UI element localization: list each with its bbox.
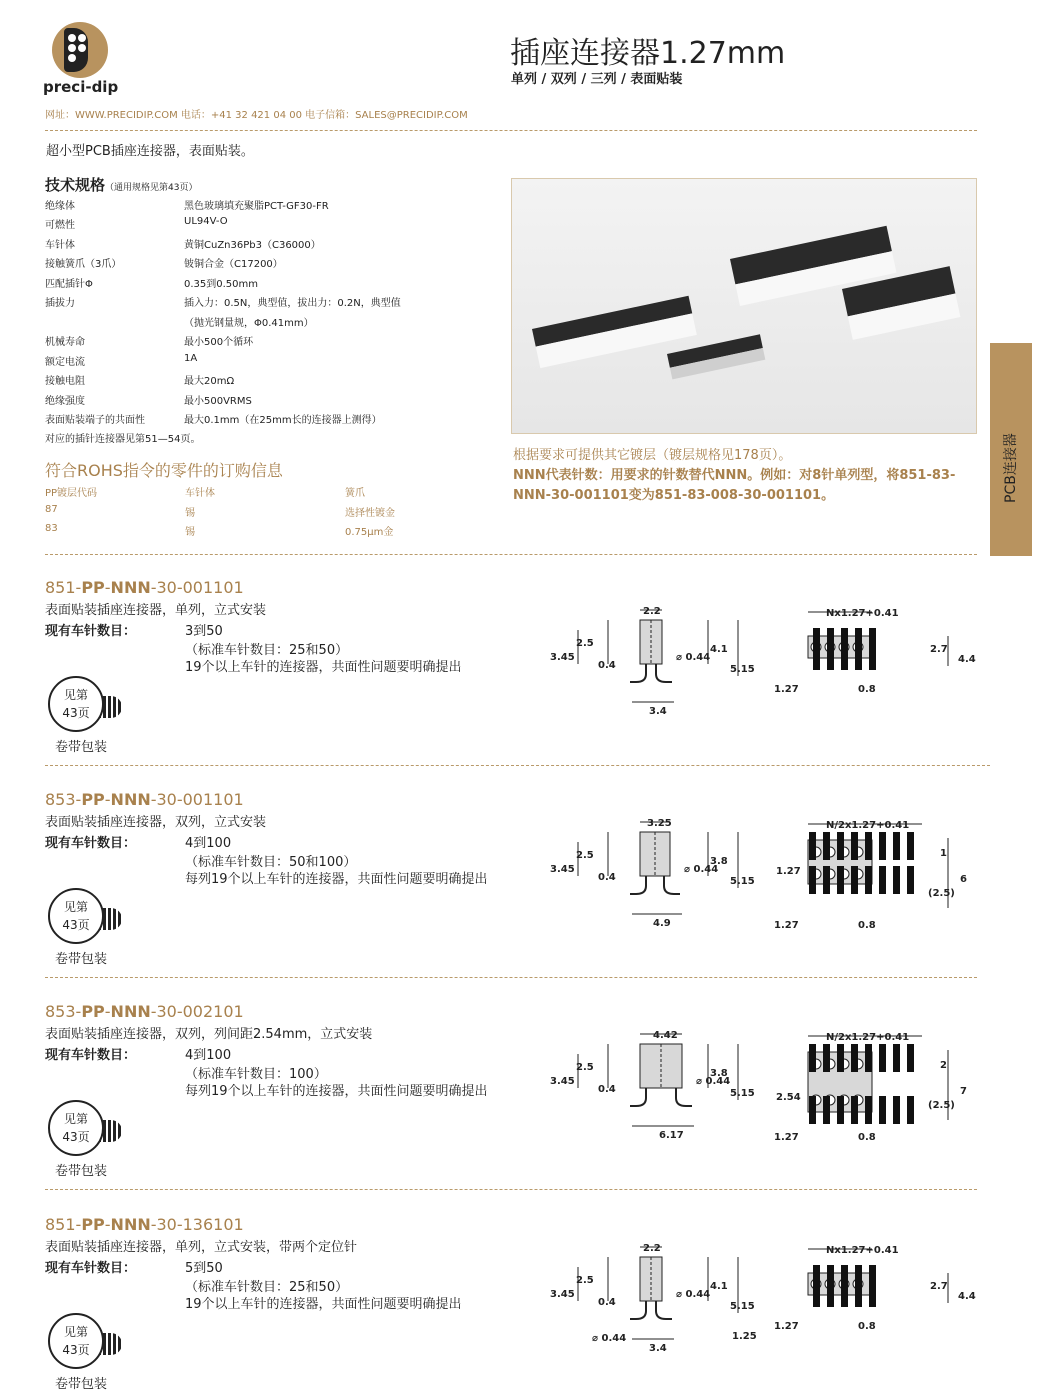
pin-count-standard: （标准车针数目：100）: [185, 1067, 327, 1082]
part-number-segment: -: [104, 578, 111, 597]
dim-pad: 0.8: [858, 684, 876, 695]
part-number-segment: 851-: [45, 578, 82, 597]
dim-height-e: 4.1: [710, 1281, 728, 1292]
product-description: 表面贴装插座连接器，双列，立式安装: [45, 815, 267, 830]
pin-count-standard: （标准车针数目：25和50）: [185, 1280, 349, 1295]
dim-pin-length: 1.25: [732, 1331, 757, 1342]
tape-reel-icon: [48, 888, 118, 950]
coplanarity-note: 19个以上车针的连接器，共面性问题要明确提出: [185, 1297, 462, 1312]
spec-value: 1A: [184, 353, 198, 364]
dim-offset: 0.4: [598, 872, 616, 883]
rohs-header-1: PP镀层代码: [45, 488, 98, 499]
reel-label: 卷带包装: [55, 1164, 108, 1179]
spec-value: 0.35到0.50mm: [184, 279, 259, 290]
spec-key: 绝缘强度: [45, 396, 85, 407]
brand-name: preci-dip: [43, 78, 119, 96]
tape-reel-icon: [48, 676, 118, 738]
rohs-cell: 83: [45, 523, 58, 534]
dim-r2: 1: [940, 848, 947, 859]
dim-r2: 2.7: [930, 1281, 948, 1292]
page-title: 插座连接器1.27mm: [510, 36, 786, 71]
rohs-cell: 锡: [185, 527, 195, 538]
pin-count-standard: （标准车针数目：50和100）: [185, 855, 357, 870]
dim-row-gap: (2.5): [928, 888, 955, 899]
dim-footprint: 4.9: [653, 918, 671, 929]
spec-value: 铍铜合金（C17200）: [184, 259, 283, 270]
spec-value: UL94V-O: [184, 216, 228, 227]
reel-label: 卷带包装: [55, 740, 108, 755]
dim-pad: 0.8: [858, 1321, 876, 1332]
rohs-cell: 87: [45, 504, 58, 515]
part-number-segment: PP: [81, 1002, 105, 1021]
pin-count-value: 4到100: [185, 1048, 232, 1063]
dim-r3: 4.4: [958, 654, 976, 665]
top-view-drawing: [772, 1243, 982, 1373]
dim-r3: 4.4: [958, 1291, 976, 1302]
dim-length: Nx1.27+0.41: [826, 1245, 899, 1256]
coplanarity-note: 19个以上车针的连接器，共面性问题要明确提出: [185, 660, 462, 675]
part-number-segment: -30-002101: [150, 1002, 244, 1021]
rohs-cell: 0.75μm金: [345, 527, 394, 538]
dim-offset: 0.4: [598, 660, 616, 671]
part-number-segment: 853-: [45, 1002, 82, 1021]
spec-value: （抛光钢量规，Φ0.41mm）: [184, 318, 314, 329]
dim-diameter: ⌀ 0.44: [676, 1289, 711, 1300]
reel-text: 43页: [62, 706, 90, 720]
part-number-segment: -30-001101: [150, 578, 244, 597]
side-view-drawing: [548, 818, 758, 938]
dim-height-e: 4.1: [710, 644, 728, 655]
dim-r2: 2: [940, 1060, 947, 1071]
reel-text: 见第: [63, 900, 88, 914]
part-number: [45, 790, 244, 809]
reel-text: 43页: [62, 918, 90, 932]
product-photo: [511, 178, 977, 434]
side-view-drawing: [548, 1030, 758, 1150]
dim-row-gap: (2.5): [928, 1100, 955, 1111]
dim-footprint: 6.17: [659, 1130, 684, 1141]
rohs-cell: 锡: [185, 508, 195, 519]
top-view-drawing: [772, 1030, 982, 1160]
coplanarity-note: 每列19个以上车针的连接器，共面性问题要明确提出: [185, 872, 488, 887]
reel-circle: [48, 676, 104, 732]
dim-width: 3.25: [647, 818, 672, 829]
intro-text: 超小型PCB插座连接器，表面贴装。: [46, 144, 254, 159]
dim-height-a: 2.5: [576, 638, 594, 649]
divider: [45, 765, 990, 766]
tape-reel-icon: [48, 1100, 118, 1162]
pin-count-label: 现有车针数目：: [45, 1261, 137, 1276]
side-view-drawing: [548, 606, 758, 726]
dim-diameter: ⌀ 0.44: [684, 864, 719, 875]
dim-length: N/2x1.27+0.41: [826, 820, 910, 831]
spec-value: 最小500VRMS: [184, 396, 252, 407]
dim-length: Nx1.27+0.41: [826, 608, 899, 619]
part-number-segment: NNN: [110, 790, 151, 809]
spec-key: 车针体: [45, 240, 75, 251]
part-number-segment: 851-: [45, 1215, 82, 1234]
dim-pad: 0.8: [858, 920, 876, 931]
dim-height-a: 2.5: [576, 1275, 594, 1286]
divider: [45, 554, 977, 555]
specs-heading: 技术规格（通用规格见第43页）: [45, 176, 198, 194]
dim-height-e: 3.8: [710, 1068, 728, 1079]
spec-key: 接触簧爪（3爪）: [45, 259, 122, 270]
reel-label: 卷带包装: [55, 1377, 108, 1392]
part-number-segment: 853-: [45, 790, 82, 809]
dim-diameter: ⌀ 0.44: [676, 652, 711, 663]
part-number-segment: -: [104, 790, 111, 809]
coplanarity-note: 每列19个以上车针的连接器，共面性问题要明确提出: [185, 1084, 488, 1099]
spec-key: 接触电阻: [45, 376, 85, 387]
dim-height-f: 5.15: [730, 1088, 755, 1099]
tape-reel-icon: [48, 1313, 118, 1375]
product-description: 表面贴装插座连接器，单列，立式安装: [45, 603, 267, 618]
pin-count-value: 4到100: [185, 836, 232, 851]
spec-value: 黄铜CuZn36Pb3（C36000）: [184, 240, 321, 251]
spec-key: 机械寿命: [45, 337, 85, 348]
dim-height-e: 3.8: [710, 856, 728, 867]
divider: [45, 1189, 977, 1190]
spec-value: 插入力：0.5N，典型值，拔出力：0.2N，典型值: [184, 298, 401, 309]
dim-height-f: 5.15: [730, 876, 755, 887]
spec-key: 匹配插针Φ: [45, 279, 93, 290]
part-number-segment: PP: [81, 578, 105, 597]
spec-key: 可燃性: [45, 220, 75, 231]
dim-pitch: 1.27: [774, 684, 799, 695]
dim-width: 4.42: [653, 1030, 678, 1041]
reel-label: 卷带包装: [55, 952, 108, 967]
dim-pad: 0.8: [858, 1132, 876, 1143]
dim-r2: 2.7: [930, 644, 948, 655]
rohs-cell: 选择性镀金: [345, 508, 395, 519]
reel-text: 见第: [63, 688, 88, 702]
part-number-segment: PP: [81, 790, 105, 809]
part-number: [45, 578, 244, 597]
rohs-header-2: 车针体: [185, 488, 215, 499]
dim-height-f: 5.15: [730, 664, 755, 675]
pin-count-standard: （标准车针数目：25和50）: [185, 643, 349, 658]
divider: [45, 977, 977, 978]
spec-value: 最小500个循环: [184, 337, 254, 348]
specs-footer: 对应的插针连接器见第51—54页。: [45, 434, 201, 445]
dim-r3: 7: [960, 1086, 967, 1097]
dim-r3: 6: [960, 874, 967, 885]
connectors-illustration: [512, 179, 976, 433]
dim-height-b: 3.45: [550, 652, 575, 663]
part-number-segment: NNN: [110, 578, 151, 597]
dim-width: 2.2: [643, 606, 661, 617]
dim-pitch: 1.27: [774, 1132, 799, 1143]
part-number-segment: -30-001101: [150, 790, 244, 809]
dim-row-pitch: 1.27: [776, 866, 801, 877]
rohs-heading: 符合ROHS指令的零件的订购信息: [45, 461, 283, 480]
dim-height-a: 2.5: [576, 850, 594, 861]
part-number-segment: PP: [81, 1215, 105, 1234]
page-subtitle: 单列 / 双列 / 三列 / 表面贴装: [511, 72, 683, 87]
pin-count-label: 现有车针数目：: [45, 836, 137, 851]
reel-text: 见第: [63, 1112, 88, 1126]
contact-line: 网址：WWW.PRECIDIP.COM 电话：+41 32 421 04 00 电子信箱：SALES@PRECIDIP.COM: [45, 110, 468, 121]
rohs-header-3: 簧爪: [345, 488, 365, 499]
spec-value: 最大0.1mm（在25mm长的连接器上测得）: [184, 415, 382, 426]
reel-circle: [48, 1100, 104, 1156]
side-tab: PCB连接器: [990, 343, 1032, 556]
dim-offset: 0.4: [598, 1297, 616, 1308]
plating-note: 根据要求可提供其它镀层（镀层规格见178页）。 NNN代表针数：用要求的针数替代NNN。例如：对8针单列型，将851-83-NNN-30-001101变为851-83-008-30-001101。: [513, 448, 956, 503]
spec-key: 插拔力: [45, 298, 75, 309]
product-description: 表面贴装插座连接器，双列，列间距2.54mm，立式安装: [45, 1027, 373, 1042]
part-number-segment: NNN: [110, 1215, 151, 1234]
pin-count-label: 现有车针数目：: [45, 624, 137, 639]
dim-row-pitch: 2.54: [776, 1092, 801, 1103]
top-view-drawing: [772, 606, 982, 736]
side-view-drawing: [548, 1243, 758, 1363]
part-number-segment: -: [104, 1215, 111, 1234]
divider: [45, 130, 977, 131]
dim-height-b: 3.45: [550, 864, 575, 875]
dim-diameter: ⌀ 0.44: [696, 1076, 731, 1087]
spec-key: 表面贴装端子的共面性: [45, 415, 145, 426]
reel-circle: [48, 1313, 104, 1369]
dim-height-f: 5.15: [730, 1301, 755, 1312]
dim-height-a: 2.5: [576, 1062, 594, 1073]
part-number: [45, 1215, 244, 1234]
reel-text: 见第: [63, 1325, 88, 1339]
dim-pin-diameter: ⌀ 0.44: [592, 1333, 627, 1344]
dim-pitch: 1.27: [774, 1321, 799, 1332]
reel-text: 43页: [62, 1130, 90, 1144]
spec-value: 最大20mΩ: [184, 376, 235, 387]
top-view-drawing: [772, 818, 982, 948]
spec-key: 绝缘体: [45, 201, 75, 212]
pin-count-value: 3到50: [185, 624, 223, 639]
spec-key: 额定电流: [45, 357, 85, 368]
reel-text: 43页: [62, 1343, 90, 1357]
dim-length: N/2x1.27+0.41: [826, 1032, 910, 1043]
reel-circle: [48, 888, 104, 944]
dim-width: 2.2: [643, 1243, 661, 1254]
dim-footprint: 3.4: [649, 706, 667, 717]
pin-count-label: 现有车针数目：: [45, 1048, 137, 1063]
dim-offset: 0.4: [598, 1084, 616, 1095]
part-number: [45, 1002, 244, 1021]
logo: [52, 22, 108, 78]
dim-pitch: 1.27: [774, 920, 799, 931]
pin-count-value: 5到50: [185, 1261, 223, 1276]
part-number-segment: -: [104, 1002, 111, 1021]
product-description: 表面贴装插座连接器，单列，立式安装，带两个定位针: [45, 1240, 358, 1255]
part-number-segment: -30-136101: [150, 1215, 244, 1234]
dim-height-b: 3.45: [550, 1289, 575, 1300]
spec-value: 黑色玻璃填充聚脂PCT-GF30-FR: [184, 201, 329, 212]
dim-footprint: 3.4: [649, 1343, 667, 1354]
part-number-segment: NNN: [110, 1002, 151, 1021]
dim-height-b: 3.45: [550, 1076, 575, 1087]
